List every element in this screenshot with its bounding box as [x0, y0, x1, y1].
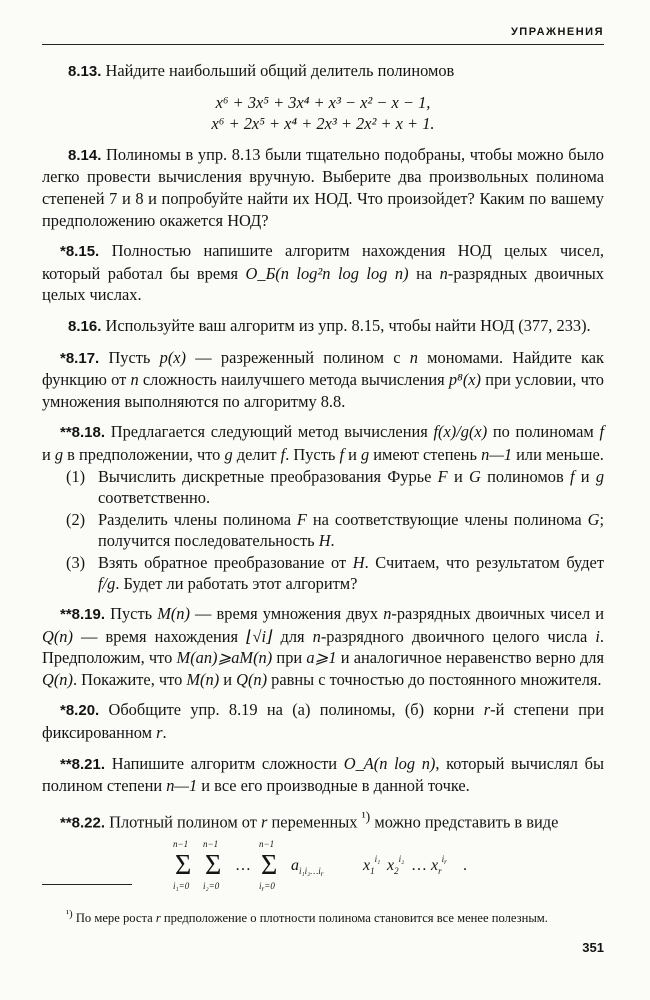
page-number: 351 — [582, 940, 604, 955]
svg-text:n−1: n−1 — [259, 838, 275, 849]
svg-text:n−1: n−1 — [203, 838, 219, 849]
footnote: $^{^1)}$ По мере роста r предположение о плотности полинома становится все менее полезным. — [66, 908, 548, 925]
algorithm-steps — [42, 466, 604, 596]
time-bound: O_Б(n log²n log log n) — [245, 263, 409, 283]
svg-text:…: … — [235, 856, 251, 874]
exercise-number: **8.18. — [60, 424, 106, 442]
exercise-number: 8.14. — [68, 146, 102, 164]
list-item: (1) Вычислить дискретные преобразования Фурье F и G полиномов f и g соответственно. — [66, 466, 605, 508]
dense-polynomial-formula — [42, 838, 604, 896]
polynomial-2: x⁶ + 2x⁵ + x⁴ + 2x³ + 2x² + x + 1. — [211, 114, 435, 134]
exercise-number: **8.19. — [60, 606, 106, 624]
sum-formula-drawing — [173, 838, 473, 896]
exercise-8-15: *8.15. Полностью напишите алгоритм нахождения НОД целых чисел, который работал бы время O_Б(n log²n log log n) на n-разрядных двоичных целых числах. — [42, 241, 604, 305]
exercise-8-13: 8.13. Найдите наибольший общий делитель полиномов — [68, 61, 455, 80]
svg-text:…: … — [411, 856, 427, 874]
footnote-marker: ¹) — [361, 808, 371, 824]
exercise-number: **8.21. — [60, 755, 106, 773]
svg-text:.: . — [463, 856, 467, 874]
footnote-divider — [42, 884, 132, 885]
list-item: (2) Разделить члены полинома F на соответствующие члены полинома G; получится последовательность H. — [66, 509, 604, 551]
svg-text:i₂=0: i₂=0 — [203, 880, 220, 891]
exercise-number: 8.13. — [68, 63, 102, 80]
svg-text:i₁=0: i₁=0 — [173, 880, 190, 891]
exercise-8-17: *8.17. Пусть p(x) — разреженный полином с n мономами. Найдите как функцию от n сложность наилучшего метода вычисления p⁸(x) при условии, что умножения выполняются по алгоритму 8.8. — [42, 347, 604, 411]
exercise-number: *8.15. — [60, 243, 100, 261]
exercise-8-16: 8.16. Используйте ваш алгоритм из упр. 8.15, чтобы найти НОД (377, 233). — [68, 315, 591, 335]
list-item: (3) Взять обратное преобразование от H. Считаем, что результатом будет f/g. Будет ли работать этот алгоритм? — [66, 552, 604, 594]
svg-text:x1i₁: $x_1^{i_1}$ — [363, 853, 381, 876]
exercise-8-19: **8.19. Пусть M(n) — время умножения двух n-разрядных двоичных чисел и Q(n) — время нахождения ⌊√i⌋ для n-разрядного двоичного целого числа i. Предположим, что M(an)⩾aM(n) при a⩾1 и аналогичное неравенство верно для Q(n). Покажите, что M(n) и Q(n) равны с точностью до постоянного множителя. — [42, 604, 605, 689]
exercise-number: *8.20. — [60, 702, 100, 720]
svg-text:x2i₂: $x_2^{i_2}$ — [387, 853, 405, 876]
running-header — [42, 26, 604, 45]
svg-text:xrir: $x_r^ir$ — [431, 853, 447, 876]
exercise-8-22: **8.22. Плотный полином от r переменных $^{^1)}$ можно представить в виде — [60, 808, 559, 832]
page-body — [42, 60, 604, 896]
svg-text:Σ: Σ — [175, 849, 192, 881]
exercise-8-18: **8.18. Предлагается следующий метод вычисления f(x)/g(x) по полиномам f и g в предположении, что g делит f. Пусть f и g имеют степень n—1 или меньше. — [42, 422, 604, 464]
running-title: УПРАЖНЕНИЯ — [510, 26, 604, 38]
polynomial-1: x⁶ + 3x⁵ + 3x⁴ + x³ − x² − x − 1, — [215, 92, 431, 112]
svg-text:ir=0: $i_r=0$ — [259, 880, 275, 893]
svg-text:Σ: Σ — [261, 849, 278, 881]
svg-text:ai₁i₂…ir: $a_{i_1i_2\dots i}r$ — [291, 856, 324, 878]
exercise-8-20: *8.20. Обобщите упр. 8.19 на (а) полиномы, (б) корни r-й степени при фиксированном r. — [42, 700, 604, 743]
exercise-number: **8.22. — [60, 814, 106, 832]
exercise-number: *8.17. — [60, 349, 100, 367]
exercise-number: 8.16. — [68, 317, 102, 335]
exercise-8-21: **8.21. Напишите алгоритм сложности O_A(n log n), который вычислял бы полином степени n—1 и все его производные в данной точке. — [42, 753, 604, 796]
svg-text:Σ: Σ — [205, 849, 222, 881]
svg-text:n−1: n−1 — [173, 838, 189, 849]
exercise-8-14: 8.14. Полиномы в упр. 8.13 были тщательно подобраны, чтобы можно было легко провести вычисления вручную. Выберите два произвольных полинома степеней 7 и 8 и попробуйте найти их НОД. Что произойдет? Каким по вашему предположению окажется НОД? — [42, 144, 604, 230]
